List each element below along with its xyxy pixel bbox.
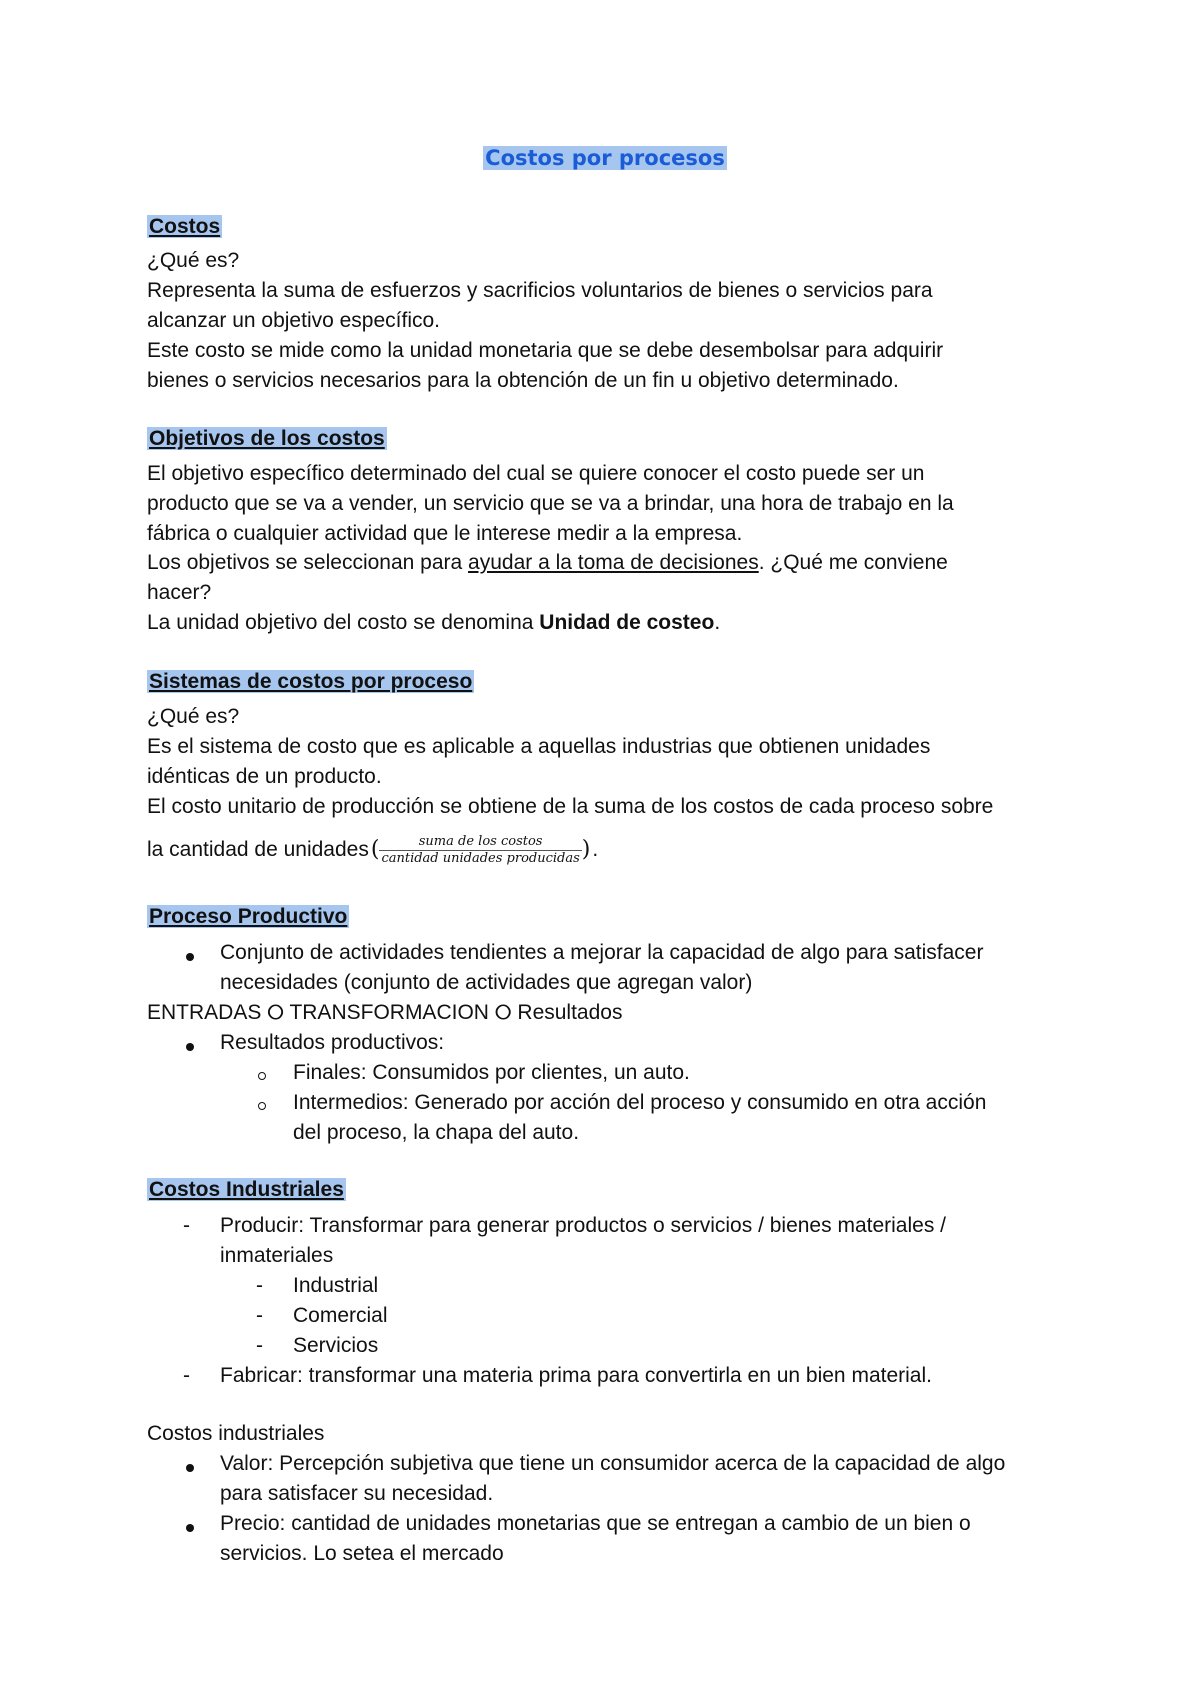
section-heading-proceso: Proceso Productivo	[149, 905, 348, 928]
section-heading-objetivos: Objetivos de los costos	[149, 427, 385, 450]
paragraph-line: idénticas de un producto.	[147, 765, 382, 788]
section-heading-costos: Costos	[149, 215, 221, 238]
paragraph-line: alcanzar un objetivo específico.	[147, 309, 441, 332]
sub-list-item: Industrial	[293, 1274, 379, 1297]
sub-list-item: Servicios	[293, 1334, 379, 1357]
dash-icon: -	[256, 1334, 263, 1357]
list-item: Resultados productivos:	[220, 1031, 445, 1054]
title-highlight: Costos por procesos	[485, 146, 725, 170]
dash-icon: -	[256, 1304, 263, 1327]
list-item: Precio: cantidad de unidades monetarias que se entregan a cambio de un bien o	[220, 1512, 971, 1535]
section-heading-sistemas: Sistemas de costos por proceso	[149, 670, 473, 693]
sub-list-item: Finales: Consumidos por clientes, un auto.	[293, 1061, 690, 1084]
subsection-label: Costos industriales	[147, 1422, 325, 1445]
list-item: Valor: Percepción subjetiva que tiene un consumidor acerca de la capacidad de algo	[220, 1452, 1006, 1475]
dash-icon: -	[183, 1214, 190, 1237]
paragraph-line: La unidad objetivo del costo se denomina Unidad de costeo.	[147, 611, 721, 634]
question-text: ¿Qué es?	[147, 249, 240, 272]
list-item: Producir: Transformar para generar productos o servicios / bienes materiales /	[220, 1214, 946, 1237]
list-item: necesidades (conjunto de actividades que agregan valor)	[220, 971, 753, 994]
bullet-icon	[186, 1043, 194, 1051]
paragraph-line: bienes o servicios necesarios para la obtención de un fin u objetivo determinado.	[147, 369, 899, 392]
sub-list-item: Comercial	[293, 1304, 388, 1327]
question-text: ¿Qué es?	[147, 705, 240, 728]
sub-list-item: Intermedios: Generado por acción del proceso y consumido en otra acción	[293, 1091, 987, 1114]
fraction-denominator: cantidad unidades producidas	[381, 850, 580, 866]
paragraph-line: hacer?	[147, 581, 212, 604]
dash-icon: -	[256, 1274, 263, 1297]
underlined-phrase: ayudar a la toma de decisiones	[468, 551, 759, 574]
list-item: inmateriales	[220, 1244, 334, 1267]
page-title	[0, 143, 1200, 173]
hollow-bullet-icon	[258, 1102, 266, 1110]
list-item: servicios. Lo setea el mercado	[220, 1542, 504, 1565]
hollow-bullet-icon	[258, 1072, 266, 1080]
fraction-numerator: suma de los costos	[418, 833, 543, 849]
section-heading-costos-industriales: Costos Industriales	[149, 1178, 344, 1201]
bold-term: Unidad de costeo	[539, 611, 715, 634]
list-item: para satisfacer su necesidad.	[220, 1482, 494, 1505]
bullet-icon	[186, 953, 194, 961]
paragraph-line: producto que se va a vender, un servicio que se va a brindar, una hora de trabajo en la	[147, 492, 954, 515]
sub-list-item: del proceso, la chapa del auto.	[293, 1121, 580, 1144]
list-item: Fabricar: transformar una materia prima para convertirla en un bien material.	[220, 1364, 932, 1387]
paragraph-line: Los objetivos se seleccionan para ayudar a la toma de decisiones. ¿Qué me conviene	[147, 551, 948, 574]
flow-line: ENTRADAS ⭘ TRANSFORMACION ⭘ Resultados	[147, 1001, 623, 1024]
paragraph-line: Representa la suma de esfuerzos y sacrificios voluntarios de bienes o servicios para	[147, 279, 933, 302]
paragraph-line: la cantidad de unidades( $\frac{\text{suma de los costos}}{\text{cantidad unidades producidas}}$ ).	[147, 830, 598, 871]
bullet-icon	[186, 1464, 194, 1472]
dash-icon: -	[183, 1364, 190, 1387]
bullet-icon	[186, 1524, 194, 1532]
paragraph-line: Este costo se mide como la unidad monetaria que se debe desembolsar para adquirir	[147, 339, 944, 362]
paragraph-line: El costo unitario de producción se obtiene de la suma de los costos de cada proceso sobre	[147, 795, 994, 818]
paragraph-line: Es el sistema de costo que es aplicable a aquellas industrias que obtienen unidades	[147, 735, 931, 758]
paragraph-line: fábrica o cualquier actividad que le interese medir a la empresa.	[147, 522, 743, 545]
list-item: Conjunto de actividades tendientes a mejorar la capacidad de algo para satisfacer	[220, 941, 984, 964]
paragraph-line: El objetivo específico determinado del cual se quiere conocer el costo puede ser un	[147, 462, 925, 485]
fraction-formula: ( $\frac{\text{suma de los costos}}{\text{cantidad unidades producidas}}$ )	[370, 833, 591, 866]
